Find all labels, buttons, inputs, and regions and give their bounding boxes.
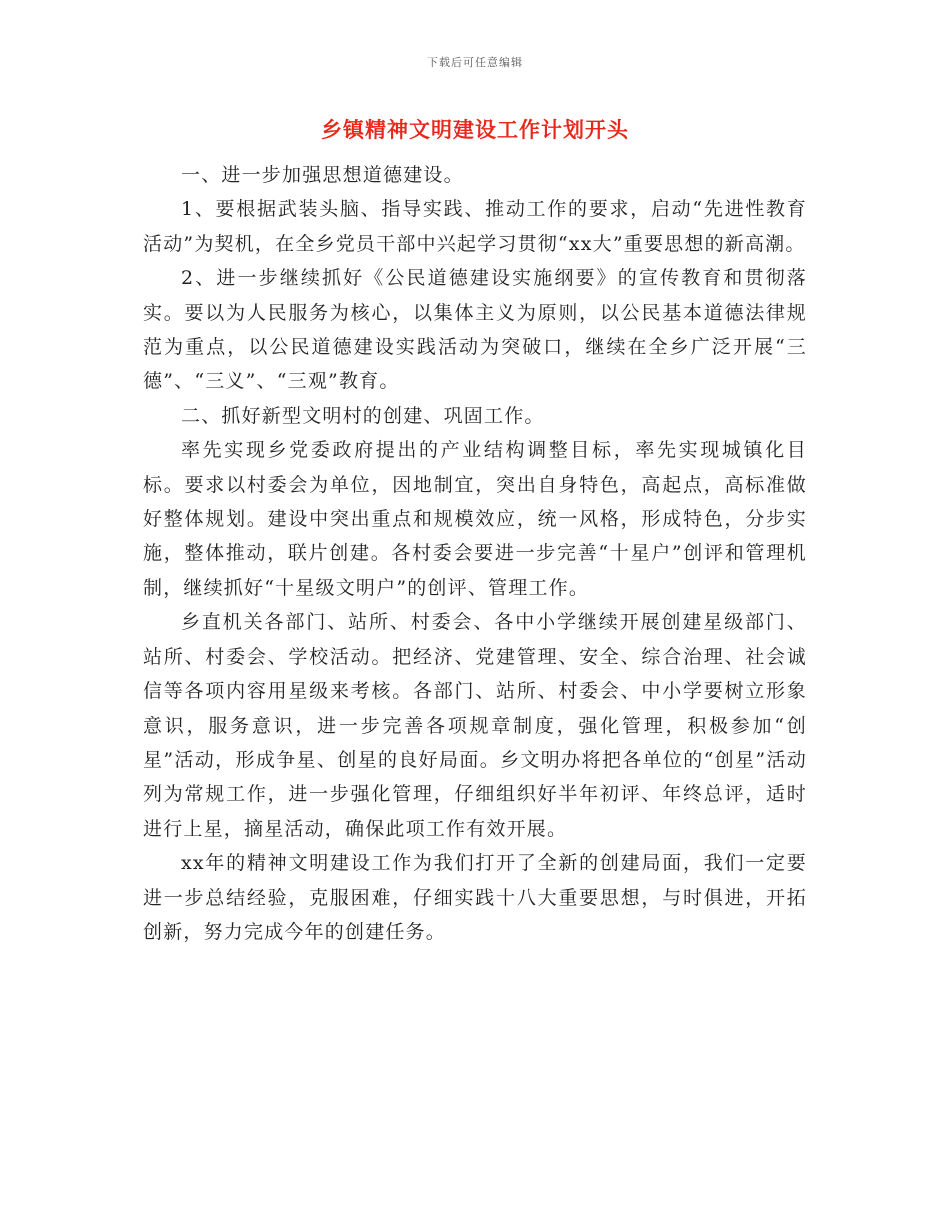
document-title: 乡镇精神文明建设工作计划开头	[321, 117, 629, 142]
paragraph-village-creation: 率先实现乡党委政府提出的产业结构调整目标，率先实现城镇化目标。要求以村委会为单位，因地制宜，突出自身特色，高起点，高标准做好整体规划。建设中突出重点和规模效应，统一风格，形成特色，分步实施，整体推动，联片创建。各村委会要进一步完善“十星户”创评和管理机制，继续抓好“十星级文明户”的创评、管理工作。	[143, 439, 807, 599]
header-note: 下载后可任意编辑	[427, 56, 523, 69]
paragraph-section-1-heading: 一、进一步加强思想道德建设。	[181, 164, 464, 186]
paragraph-item-1: 1、要根据武装头脑、指导实践、推动工作的要求，启动“先进性教育活动”为契机，在全乡党员干部中兴起学习贯彻“xx大”重要思想的新高潮。	[143, 198, 807, 255]
paragraph-star-rating: 乡直机关各部门、站所、村委会、各中小学继续开展创建星级部门、站所、村委会、学校活动。把经济、党建管理、安全、综合治理、社会诚信等各项内容用星级来考核。各部门、站所、村委会、中小学要树立形象意识，服务意识，进一步完善各项规章制度，强化管理，积极参加“创星”活动，形成争星、创星的良好局面。乡文明办将把各单位的“创星”活动列为常规工作，进一步强化管理，仔细组织好半年初评、年终总评，适时进行上星，摘星活动，确保此项工作有效开展。	[143, 611, 807, 840]
paragraph-section-2-heading: 二、抓好新型文明村的创建、巩固工作。	[181, 404, 545, 427]
paragraph-item-2: 2、进一步继续抓好《公民道德建设实施纲要》的宣传教育和贯彻落实。要以为人民服务为核心，以集体主义为原则，以公民基本道德法律规范为重点，以公民道德建设实践活动为突破口，继续在全乡广泛开展“三德”、“三义”、“三观”教育。	[143, 267, 807, 393]
paragraph-conclusion: xx年的精神文明建设工作为我们打开了全新的创建局面，我们一定要进一步总结经验，克服困难，仔细实践十八大重要思想，与时俱进，开拓创新，努力完成今年的创建任务。	[143, 852, 807, 943]
document-body	[143, 158, 807, 949]
